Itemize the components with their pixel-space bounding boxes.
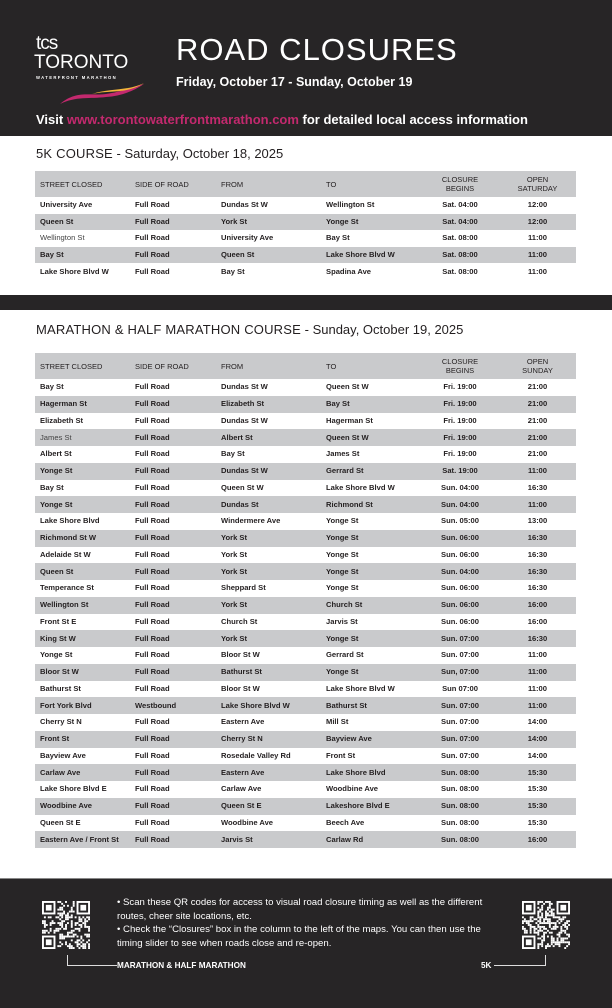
from-cell: Woodbine Ave bbox=[221, 817, 274, 827]
street-closed-cell: Bloor St W bbox=[35, 664, 130, 681]
reopen-time-cell: 16:00 bbox=[499, 831, 576, 848]
col-from: FROM bbox=[216, 353, 321, 379]
reopen-time-cell: 15:30 bbox=[499, 764, 576, 781]
from-cell: Sheppard St bbox=[221, 583, 266, 593]
closure-begins-cell: Fri. 19:00 bbox=[443, 449, 477, 459]
side-of-road-cell: Full Road bbox=[135, 583, 170, 593]
closure-begins-cell: Sun, 07:00 bbox=[421, 664, 499, 681]
reopen-time-cell: 16:30 bbox=[527, 482, 548, 492]
tcs-toronto-waterfront-marathon-logo bbox=[34, 34, 146, 104]
table-row bbox=[35, 630, 576, 647]
reopen-time-cell: 11:00 bbox=[499, 496, 576, 513]
side-of-road-cell: Full Road bbox=[130, 496, 216, 513]
to-cell: Lake Shore Blvd W bbox=[326, 683, 395, 693]
reopen-time-cell: 11:00 bbox=[527, 266, 547, 276]
to-cell: Spadina Ave bbox=[326, 266, 372, 276]
street-closed-cell: Cherry St N bbox=[40, 717, 82, 727]
reopen-time-cell: 21:00 bbox=[527, 382, 548, 392]
from-cell: Queen St bbox=[216, 247, 321, 264]
side-of-road-cell: Full Road bbox=[135, 750, 170, 760]
footer bbox=[0, 878, 612, 1008]
side-of-road-cell: Full Road bbox=[135, 717, 170, 727]
col-street-closed: STREET CLOSED bbox=[35, 353, 130, 379]
side-of-road-cell: Full Road bbox=[130, 396, 216, 413]
marathon-course: MARATHON & HALF MARATHON COURSE bbox=[36, 322, 302, 337]
to-cell: Church St bbox=[321, 597, 421, 614]
table-row bbox=[35, 197, 576, 214]
from-cell: Eastern Ave bbox=[216, 764, 321, 781]
table-row bbox=[35, 429, 576, 446]
reopen-time-cell: 15:30 bbox=[499, 798, 576, 815]
side-of-road-cell: Full Road bbox=[135, 650, 170, 660]
side-of-road-cell: Full Road bbox=[130, 831, 216, 848]
street-closed-cell: University Ave bbox=[40, 200, 93, 210]
closure-begins-cell: Sun. 04:00 bbox=[421, 496, 499, 513]
to-cell: Hagerman St bbox=[326, 415, 373, 425]
reopen-time-cell: 15:30 bbox=[527, 817, 548, 827]
to-cell: Beech Ave bbox=[326, 817, 365, 827]
table-row bbox=[35, 580, 576, 597]
from-cell: Dundas St bbox=[216, 496, 321, 513]
five-k-course: 5K COURSE bbox=[36, 146, 113, 161]
side-of-road-cell: Full Road bbox=[135, 616, 170, 626]
to-cell: Carlaw Rd bbox=[321, 831, 421, 848]
from-cell: Eastern Ave bbox=[221, 717, 265, 727]
street-closed-cell: Queen St bbox=[35, 563, 130, 580]
table-row bbox=[35, 714, 576, 731]
to-cell: Gerrard St bbox=[326, 650, 364, 660]
date-range: Friday, October 17 - Sunday, October 19 bbox=[176, 75, 413, 89]
street-closed-cell: James St bbox=[35, 429, 130, 446]
to-cell: Richmond St bbox=[321, 496, 421, 513]
table-row bbox=[35, 214, 576, 231]
street-closed-cell: Eastern Ave / Front St bbox=[35, 831, 130, 848]
from-cell: Dundas St W bbox=[216, 463, 321, 480]
street-closed-cell: Lake Shore Blvd bbox=[40, 516, 100, 526]
five-k-date: - Saturday, October 18, 2025 bbox=[112, 146, 284, 161]
qr-code-icon[interactable] bbox=[522, 901, 570, 949]
side-of-road-cell: Full Road bbox=[135, 784, 170, 794]
side-of-road-cell: Full Road bbox=[135, 415, 170, 425]
closure-begins-cell: Sat. 08:00 bbox=[421, 247, 499, 264]
from-cell: Albert St bbox=[216, 429, 321, 446]
street-closed-cell: Richmond St W bbox=[35, 530, 130, 547]
side-of-road-cell: Full Road bbox=[135, 382, 170, 392]
to-cell: Yonge St bbox=[321, 530, 421, 547]
page-title: ROAD CLOSURES bbox=[176, 32, 458, 67]
table-row bbox=[35, 781, 576, 798]
table-row bbox=[35, 396, 576, 413]
closure-begins-cell: Sat. 04:00 bbox=[442, 200, 478, 210]
from-cell: Bloor St W bbox=[221, 683, 260, 693]
table-row bbox=[35, 681, 576, 698]
street-closed-cell: Yonge St bbox=[35, 496, 130, 513]
table-row bbox=[35, 731, 576, 748]
street-closed-cell: Bayview Ave bbox=[40, 750, 86, 760]
side-of-road-cell: Full Road bbox=[135, 683, 170, 693]
closure-begins-cell: Sun. 05:00 bbox=[441, 516, 479, 526]
logo-city: TORONTO bbox=[34, 52, 129, 73]
qr-right-label: 5K bbox=[481, 961, 492, 970]
side-of-road-cell: Full Road bbox=[130, 798, 216, 815]
street-closed-cell: Woodbine Ave bbox=[35, 798, 130, 815]
side-of-road-cell: Full Road bbox=[130, 214, 216, 231]
table-row bbox=[35, 513, 576, 530]
reopen-time-cell: 21:00 bbox=[499, 429, 576, 446]
reopen-time-cell: 15:30 bbox=[527, 784, 548, 794]
closure-begins-cell: Sun. 06:00 bbox=[441, 616, 479, 626]
from-cell: York St bbox=[216, 597, 321, 614]
col-closure-begins: CLOSURE BEGINS bbox=[421, 171, 499, 197]
to-cell: Wellington St bbox=[326, 200, 375, 210]
street-closed-cell: Yonge St bbox=[35, 463, 130, 480]
marathon-section-title bbox=[36, 321, 463, 339]
to-cell: Yonge St bbox=[321, 664, 421, 681]
closure-begins-cell: Sun. 06:00 bbox=[441, 549, 479, 559]
street-closed-cell: Lake Shore Blvd W bbox=[40, 266, 109, 276]
side-of-road-cell: Full Road bbox=[135, 482, 170, 492]
table-row bbox=[35, 413, 576, 430]
to-cell: Gerrard St bbox=[321, 463, 421, 480]
reopen-time-cell: 14:00 bbox=[527, 750, 548, 760]
to-cell: Queen St W bbox=[321, 429, 421, 446]
street-closed-cell: Lake Shore Blvd E bbox=[40, 784, 107, 794]
closure-begins-cell: Sat. 08:00 bbox=[442, 233, 478, 243]
website-link[interactable]: www.torontowaterfrontmarathon.com bbox=[66, 112, 299, 127]
reopen-time-cell: 11:00 bbox=[499, 463, 576, 480]
from-cell: Bay St bbox=[221, 449, 245, 459]
table-row bbox=[35, 480, 576, 497]
table-row bbox=[35, 748, 576, 765]
reopen-time-cell: 11:00 bbox=[499, 697, 576, 714]
side-of-road-cell: Full Road bbox=[135, 449, 170, 459]
table-row bbox=[35, 446, 576, 463]
closure-begins-cell: Sun. 07:00 bbox=[421, 630, 499, 647]
side-of-road-cell: Full Road bbox=[130, 429, 216, 446]
closure-begins-cell: Sun. 06:00 bbox=[441, 583, 479, 593]
closure-begins-cell: Sun. 08:00 bbox=[441, 817, 479, 827]
closure-begins-cell: Fri. 19:00 bbox=[421, 396, 499, 413]
side-of-road-cell: Full Road bbox=[135, 233, 170, 243]
to-cell: Bay St bbox=[321, 396, 421, 413]
table-row bbox=[35, 597, 576, 614]
to-cell: Lake Shore Blvd W bbox=[326, 482, 395, 492]
from-cell: Queen St W bbox=[221, 482, 264, 492]
street-closed-cell: Bay St bbox=[35, 247, 130, 264]
closure-begins-cell: Sun. 04:00 bbox=[441, 482, 479, 492]
closure-begins-cell: Sun. 06:00 bbox=[421, 530, 499, 547]
closure-begins-cell: Sun. 04:00 bbox=[421, 563, 499, 580]
table-row bbox=[35, 530, 576, 547]
street-closed-cell: Bathurst St bbox=[40, 683, 81, 693]
reopen-time-cell: 21:00 bbox=[499, 396, 576, 413]
five-k-closures-table bbox=[35, 171, 576, 280]
street-closed-cell: Adelaide St W bbox=[40, 549, 91, 559]
side-of-road-cell: Full Road bbox=[130, 764, 216, 781]
side-of-road-cell: Full Road bbox=[130, 731, 216, 748]
qr-code-icon[interactable] bbox=[42, 901, 90, 949]
street-closed-cell: Bay St bbox=[40, 382, 64, 392]
side-of-road-cell: Full Road bbox=[135, 817, 170, 827]
closure-begins-cell: Sun. 07:00 bbox=[441, 750, 479, 760]
table-row bbox=[35, 463, 576, 480]
from-cell: Rosedale Valley Rd bbox=[221, 750, 291, 760]
closure-begins-cell: Sun. 07:00 bbox=[421, 697, 499, 714]
header bbox=[0, 0, 612, 136]
to-cell: Yonge St bbox=[326, 516, 359, 526]
side-of-road-cell: Full Road bbox=[135, 516, 170, 526]
closure-begins-cell: Sat. 19:00 bbox=[421, 463, 499, 480]
reopen-time-cell: 11:00 bbox=[527, 650, 547, 660]
col-street-closed: STREET CLOSED bbox=[35, 171, 130, 197]
from-cell: Bay St bbox=[221, 266, 245, 276]
side-of-road-cell: Full Road bbox=[130, 463, 216, 480]
table-row bbox=[35, 247, 576, 264]
visit-suffix: for detailed local access information bbox=[298, 112, 528, 127]
to-cell: Yonge St bbox=[321, 214, 421, 231]
reopen-time-cell: 12:00 bbox=[499, 214, 576, 231]
from-cell: Church St bbox=[221, 616, 258, 626]
closure-begins-cell: Sun. 08:00 bbox=[421, 764, 499, 781]
from-cell: Cherry St N bbox=[216, 731, 321, 748]
table-row bbox=[35, 647, 576, 664]
marathon-closures-table bbox=[35, 353, 576, 848]
reopen-time-cell: 16:30 bbox=[499, 630, 576, 647]
col-open-sunday: OPEN SUNDAY bbox=[499, 353, 576, 379]
logo-tagline: WATERFRONT MARATHON bbox=[36, 75, 118, 80]
reopen-time-cell: 14:00 bbox=[527, 717, 548, 727]
closure-begins-cell: Sun. 07:00 bbox=[441, 717, 479, 727]
table-header-row bbox=[35, 353, 576, 379]
reopen-time-cell: 16:30 bbox=[499, 530, 576, 547]
table-row bbox=[35, 547, 576, 564]
to-cell: Front St bbox=[326, 750, 356, 760]
col-to: TO bbox=[321, 171, 421, 197]
closure-begins-cell: Sun. 08:00 bbox=[421, 798, 499, 815]
to-cell: Bay St bbox=[326, 233, 350, 243]
instruction-scan: • Scan these QR codes for access to visual road closure timing as well as the different routes, cheer site locations, etc. bbox=[117, 897, 483, 922]
street-closed-cell: Elizabeth St bbox=[40, 415, 84, 425]
marathon-date: - Sunday, October 19, 2025 bbox=[301, 322, 464, 337]
wave-icon bbox=[58, 82, 148, 106]
qr-right-connector bbox=[494, 955, 546, 966]
side-of-road-cell: Full Road bbox=[130, 563, 216, 580]
five-k-section-title bbox=[36, 145, 283, 163]
visit-prefix: Visit bbox=[36, 112, 67, 127]
from-cell: Dundas St W bbox=[221, 200, 268, 210]
table-row bbox=[35, 563, 576, 580]
closure-begins-cell: Sat. 08:00 bbox=[442, 266, 478, 276]
qr-left-connector bbox=[67, 955, 117, 966]
from-cell: York St bbox=[216, 530, 321, 547]
from-cell: Jarvis St bbox=[216, 831, 321, 848]
street-closed-cell: Yonge St bbox=[40, 650, 73, 660]
side-of-road-cell: Full Road bbox=[135, 266, 170, 276]
from-cell: York St bbox=[216, 630, 321, 647]
col-closure-begins: CLOSURE BEGINS bbox=[421, 353, 499, 379]
table-row bbox=[35, 496, 576, 513]
col-to: TO bbox=[321, 353, 421, 379]
from-cell: Windermere Ave bbox=[221, 516, 281, 526]
reopen-time-cell: 11:00 bbox=[499, 664, 576, 681]
visit-line bbox=[36, 111, 528, 129]
side-of-road-cell: Full Road bbox=[130, 247, 216, 264]
instruction-closures: • Check the “Closures” box in the column to the left of the maps. You can then use the timing slider to see when roads close and re-open. bbox=[117, 924, 481, 949]
table-header-row bbox=[35, 171, 576, 197]
reopen-time-cell: 12:00 bbox=[527, 200, 548, 210]
street-closed-cell: Wellington St bbox=[40, 233, 85, 243]
col-side-of-road: SIDE OF ROAD bbox=[130, 353, 216, 379]
to-cell: Bayview Ave bbox=[321, 731, 421, 748]
to-cell: Lakeshore Blvd E bbox=[321, 798, 421, 815]
closure-begins-cell: Sun. 08:00 bbox=[441, 784, 479, 794]
street-closed-cell: Front St bbox=[35, 731, 130, 748]
closure-begins-cell: Sat. 04:00 bbox=[421, 214, 499, 231]
from-cell: University Ave bbox=[221, 233, 274, 243]
table-row bbox=[35, 614, 576, 631]
from-cell: Lake Shore Blvd W bbox=[216, 697, 321, 714]
side-of-road-cell: Full Road bbox=[130, 664, 216, 681]
qr-left-label: MARATHON & HALF MARATHON bbox=[117, 961, 246, 970]
reopen-time-cell: 11:00 bbox=[499, 247, 576, 264]
street-closed-cell: Queen St E bbox=[40, 817, 81, 827]
to-cell: Queen St W bbox=[326, 382, 369, 392]
from-cell: Dundas St W bbox=[221, 382, 268, 392]
reopen-time-cell: 16:30 bbox=[527, 583, 548, 593]
logo-brand: tcs bbox=[36, 33, 58, 54]
street-closed-cell: Queen St bbox=[35, 214, 130, 231]
reopen-time-cell: 16:00 bbox=[527, 616, 548, 626]
reopen-time-cell: 21:00 bbox=[527, 415, 548, 425]
from-cell: Dundas St W bbox=[221, 415, 268, 425]
to-cell: Lake Shore Blvd bbox=[321, 764, 421, 781]
street-closed-cell: Carlaw Ave bbox=[35, 764, 130, 781]
to-cell: Bathurst St bbox=[321, 697, 421, 714]
closure-begins-cell: Fri. 19:00 bbox=[443, 415, 477, 425]
street-closed-cell: Fort York Blvd bbox=[35, 697, 130, 714]
to-cell: Lake Shore Blvd W bbox=[321, 247, 421, 264]
side-of-road-cell: Full Road bbox=[130, 597, 216, 614]
from-cell: Carlaw Ave bbox=[221, 784, 262, 794]
from-cell: York St bbox=[216, 563, 321, 580]
table-row bbox=[35, 379, 576, 396]
street-closed-cell: Albert St bbox=[40, 449, 72, 459]
from-cell: Bloor St W bbox=[221, 650, 260, 660]
from-cell: York St bbox=[216, 214, 321, 231]
closure-begins-cell: Sun 07:00 bbox=[442, 683, 478, 693]
side-of-road-cell: Full Road bbox=[135, 549, 170, 559]
table-row bbox=[35, 664, 576, 681]
table-row bbox=[35, 815, 576, 832]
closure-begins-cell: Fri. 19:00 bbox=[421, 429, 499, 446]
reopen-time-cell: 16:30 bbox=[527, 549, 548, 559]
side-of-road-cell: Full Road bbox=[130, 530, 216, 547]
table-row bbox=[35, 697, 576, 714]
closure-begins-cell: Sun. 07:00 bbox=[421, 731, 499, 748]
col-side-of-road: SIDE OF ROAD bbox=[130, 171, 216, 197]
to-cell: Mill St bbox=[326, 717, 349, 727]
reopen-time-cell: 13:00 bbox=[527, 516, 548, 526]
side-of-road-cell: Westbound bbox=[130, 697, 216, 714]
to-cell: Yonge St bbox=[326, 549, 359, 559]
street-closed-cell: Hagerman St bbox=[35, 396, 130, 413]
closure-begins-cell: Sun. 07:00 bbox=[441, 650, 479, 660]
from-cell: Queen St E bbox=[216, 798, 321, 815]
reopen-time-cell: 11:00 bbox=[527, 233, 547, 243]
table-row bbox=[35, 764, 576, 781]
footer-instructions bbox=[117, 896, 497, 950]
closure-begins-cell: Sun. 06:00 bbox=[421, 597, 499, 614]
reopen-time-cell: 11:00 bbox=[527, 683, 547, 693]
side-of-road-cell: Full Road bbox=[135, 200, 170, 210]
from-cell: Elizabeth St bbox=[216, 396, 321, 413]
to-cell: Yonge St bbox=[326, 583, 359, 593]
to-cell: Yonge St bbox=[321, 563, 421, 580]
street-closed-cell: Wellington St bbox=[35, 597, 130, 614]
reopen-time-cell: 16:30 bbox=[499, 563, 576, 580]
to-cell: Yonge St bbox=[321, 630, 421, 647]
col-open-saturday: OPEN SATURDAY bbox=[499, 171, 576, 197]
reopen-time-cell: 21:00 bbox=[527, 449, 548, 459]
side-of-road-cell: Full Road bbox=[130, 630, 216, 647]
to-cell: Jarvis St bbox=[326, 616, 358, 626]
reopen-time-cell: 16:00 bbox=[499, 597, 576, 614]
reopen-time-cell: 14:00 bbox=[499, 731, 576, 748]
street-closed-cell: Temperance St bbox=[40, 583, 94, 593]
from-cell: York St bbox=[221, 549, 248, 559]
to-cell: Woodbine Ave bbox=[326, 784, 379, 794]
table-row bbox=[35, 230, 576, 247]
closure-begins-cell: Sun. 08:00 bbox=[421, 831, 499, 848]
street-closed-cell: Front St E bbox=[40, 616, 77, 626]
col-from: FROM bbox=[216, 171, 321, 197]
street-closed-cell: King St W bbox=[35, 630, 130, 647]
table-row bbox=[35, 831, 576, 848]
section-divider bbox=[0, 295, 612, 310]
table-row bbox=[35, 798, 576, 815]
table-row bbox=[35, 263, 576, 280]
from-cell: Bathurst St bbox=[216, 664, 321, 681]
to-cell: James St bbox=[326, 449, 360, 459]
street-closed-cell: Bay St bbox=[40, 482, 64, 492]
closure-begins-cell: Fri. 19:00 bbox=[443, 382, 477, 392]
